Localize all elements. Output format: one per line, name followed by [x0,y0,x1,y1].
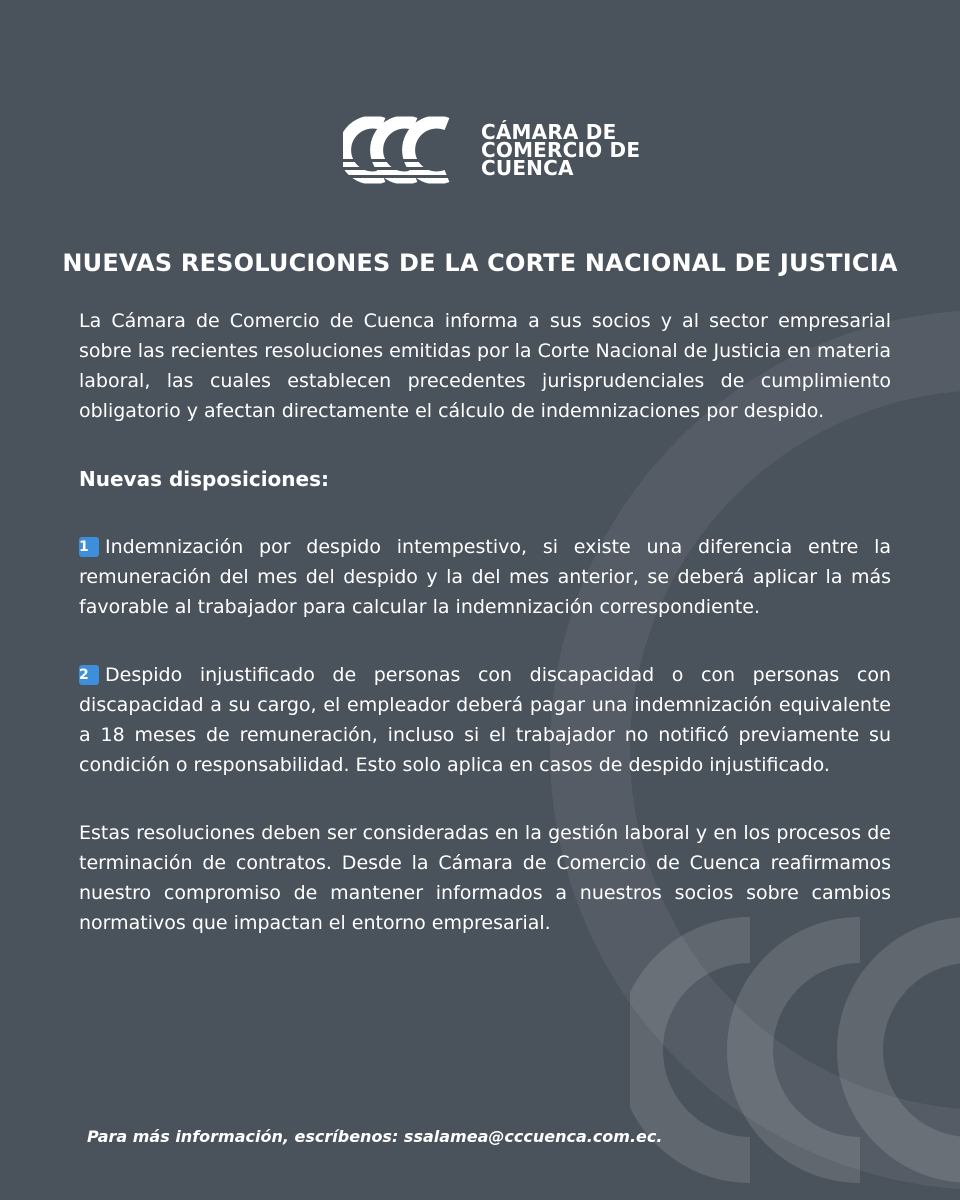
list-item [79,660,891,780]
intro-paragraph: La Cámara de Comercio de Cuenca informa a sus socios y al sector empresarial sobre las recientes resoluciones emitidas por la Corte Nacional de Justicia en materia laboral, las cuales establecen precedentes jurisprudenciales de cumplimiento obligatorio y afectan directamente el cálculo de indemnizaciones por despido. [79,310,891,422]
list-item [79,532,891,622]
list-item-text: Despido injustificado de personas con discapacidad o con personas con discapacidad a su cargo, el empleador deberá pagar una indemnización equivalente a 18 meses de remuneración, incluso si el trabajador no notificó previamente su condición o responsabilidad. Esto solo aplica en casos de despido injustificado. [79,664,891,776]
brand-line-2: COMERCIO DE [481,138,641,162]
brand-logo [343,112,640,188]
number-badge-2: 2 [79,665,99,685]
list-item-text: Indemnización por despido intempestivo, si existe una diferencia entre la remuneración del mes del despido y la del mes anterior, se deberá aplicar la más favorable al trabajador para calcular la indemnización correspondiente. [79,536,891,618]
main-content [79,306,891,938]
page-title: NUEVAS RESOLUCIONES DE LA CORTE NACIONAL DE JUSTICIA [62,249,898,277]
closing-paragraph: Estas resoluciones deben ser consideradas en la gestión laboral y en los procesos de terminación de contratos. Desde la Cámara de Comercio de Cuenca reafirmamos nuestro compromiso de mantener informados a nuestros socios sobre cambios normativos que impactan el entorno empresarial. [79,822,891,934]
brand-name [481,120,641,180]
section-heading: Nuevas disposiciones: [79,467,329,491]
brand-line-1: CÁMARA DE [481,120,617,144]
logo-watermark-icon [630,900,960,1200]
contact-footer: Para más información, escríbenos: ssalamea@cccuenca.com.ec. [87,1127,663,1146]
number-badge-1: 1 [79,537,99,557]
ccc-logo-icon [343,112,467,188]
brand-line-3: CUENCA [481,156,574,180]
